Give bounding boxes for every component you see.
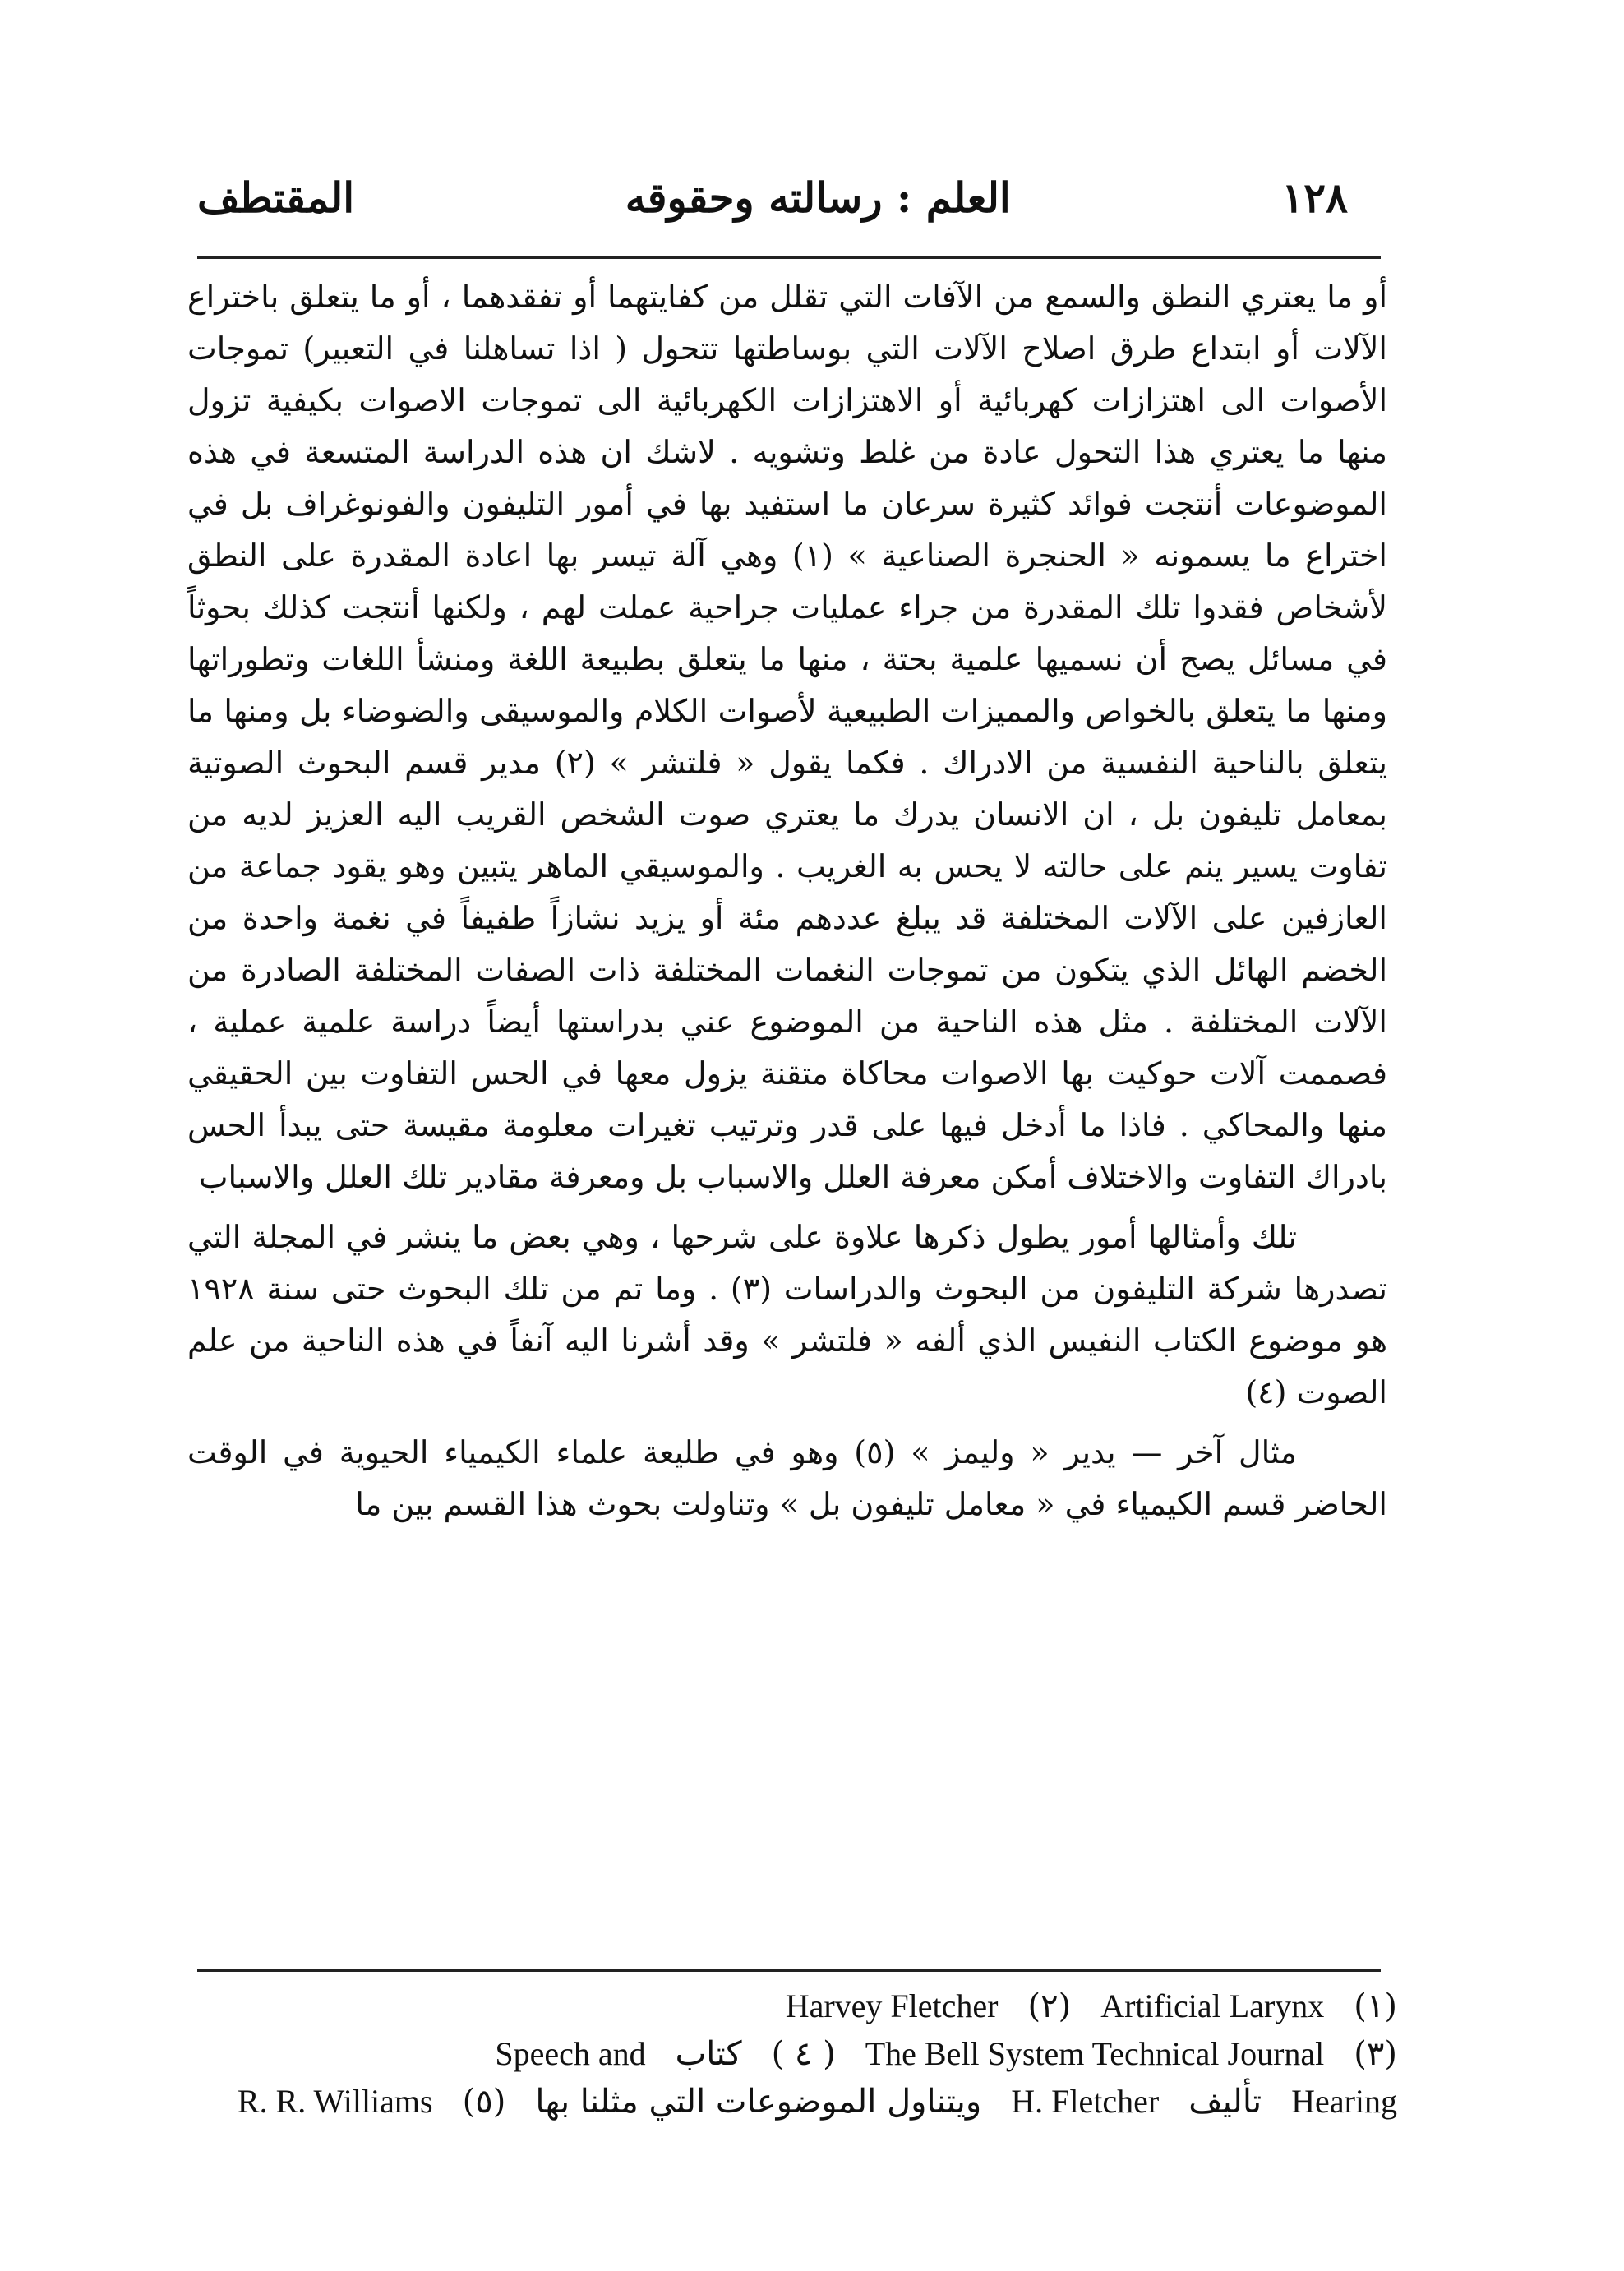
footnote-line	[205, 2078, 1397, 2126]
paragraph: تلك وأمثالها أمور يطول ذكرها علاوة على شرحها ، وهي بعض ما ينشر في المجلة التي تصدرها شركة التليفون من البحوث والدراسات (٣) . وما تم من تلك البحوث حتى سنة ١٩٢٨ هو موضوع الكتاب النفيس الذي ألفه « فلتشر » وقد أشرنا اليه آنفاً في هذه الناحية من علم الصوت (٤)	[187, 1219, 1387, 1410]
footnote-text: H. Fletcher	[1011, 2083, 1160, 2120]
footnote-text: Artificial Larynx	[1100, 1987, 1325, 2024]
paragraph: مثال آخر — يدير « وليمز » (٥) وهو في طليعة علماء الكيمياء الحيوية في الوقت الحاضر قسم الكيمياء في « معامل تليفون بل » وتناولت بحوث هذا القسم بين ما	[187, 1434, 1387, 1522]
footnote-rule	[197, 1969, 1381, 1972]
footnote-text: R. R. Williams	[237, 2083, 433, 2120]
body-text	[187, 271, 1387, 1866]
header-rule	[197, 256, 1381, 259]
footnote-line	[205, 2030, 1397, 2078]
paragraph: أو ما يعتري النطق والسمع من الآفات التي تقلل من كفايتهما أو تفقدهما ، أو ما يتعلق باختراع الآلات أو ابتداع طرق اصلاح الآلات التي بوساطتها تتحول ( اذا تساهلنا في التعبير) تموجات الأصوات الى اهتزازات كهربائية أو الاهتزازات الكهربائية الى تموجات الاصوات بكيفية تزول منها ما يعتري هذا التحول عادة من غلط وتشويه . لاشك ان هذه الدراسة المتسعة في هذه الموضوعات أنتجت فوائد كثيرة سرعان ما استفيد بها في أمور التليفون والفونوغراف بل في اختراع ما يسمونه « الحنجرة الصناعية » (١) وهي آلة تيسر بها اعادة المقدرة على النطق لأشخاص فقدوا تلك المقدرة من جراء عمليات جراحية عملت لهم ، ولكنها أنتجت كذلك بحوثاً في مسائل يصح أن نسميها علمية بحتة ، منها ما يتعلق بطبيعة اللغة ومنشأ اللغات وتطوراتها ومنها ما يتعلق بالخواص والمميزات الطبيعية لأصوات الكلام والموسيقى والضوضاء بل ومنها ما يتعلق بالناحية النفسية من الادراك . فكما يقول « فلتشر » (٢) مدير قسم البحوث الصوتية بمعامل تليفون بل ، ان الانسان يدرك ما يعتري صوت الشخص القريب اليه العزيز لديه من تفاوت يسير ينم على حالته لا يحس به الغريب . والموسيقي الماهر يتبين وهو يقود جماعة من العازفين على الآلات المختلفة قد يبلغ عددهم مئة أو يزيد نشازاً طفيفاً في نغمة واحدة من الخضم الهائل الذي يتكون من تموجات النغمات المختلفة ذات الصفات المختلفة الصادرة من الآلات المختلفة . مثل هذه الناحية من الموضوع عني بدراستها أيضاً دراسة علمية عملية ، فصممت آلات حوكيت بها الاصوات محاكاة متقنة يزول معها في الحس التفاوت بين الحقيقي منها والمحاكي . فاذا ما أدخل فيها على قدر وترتيب تغيرات معلومة مقيسة حتى يبدأ الحس بادراك التفاوت والاختلاف أمكن معرفة العلل والاسباب بل ومعرفة مقادير تلك العلل والاسباب	[187, 279, 1387, 1195]
footnote-text: The Bell System Technical Journal	[865, 2035, 1325, 2072]
article-title: العلم : رسالته وحقوقه	[625, 173, 1011, 222]
footnote-line	[205, 1983, 1397, 2030]
footnote-text: Speech and	[495, 2035, 646, 2072]
footnotes	[205, 1983, 1397, 2126]
footnote-text: كتاب	[675, 2035, 742, 2073]
footnote-number: (٢)	[1027, 1987, 1072, 2025]
running-head	[197, 164, 1348, 230]
footnote-number: (٥)	[462, 2083, 506, 2121]
footnote-number: (١)	[1354, 1987, 1397, 2025]
footnote-text: Harvey Fletcher	[785, 1987, 999, 2024]
footnote-text: Hearing	[1291, 2083, 1397, 2120]
page-number: ١٢٨	[1281, 173, 1348, 222]
footnote-text: ويتناول الموضوعات التي مثلنا بها	[535, 2083, 982, 2121]
footnote-number: (٣)	[1354, 2035, 1397, 2073]
footnote-text: تأليف	[1188, 2083, 1262, 2121]
journal-name: المقتطف	[197, 173, 355, 222]
footnote-number: ( ٤ )	[771, 2035, 836, 2073]
